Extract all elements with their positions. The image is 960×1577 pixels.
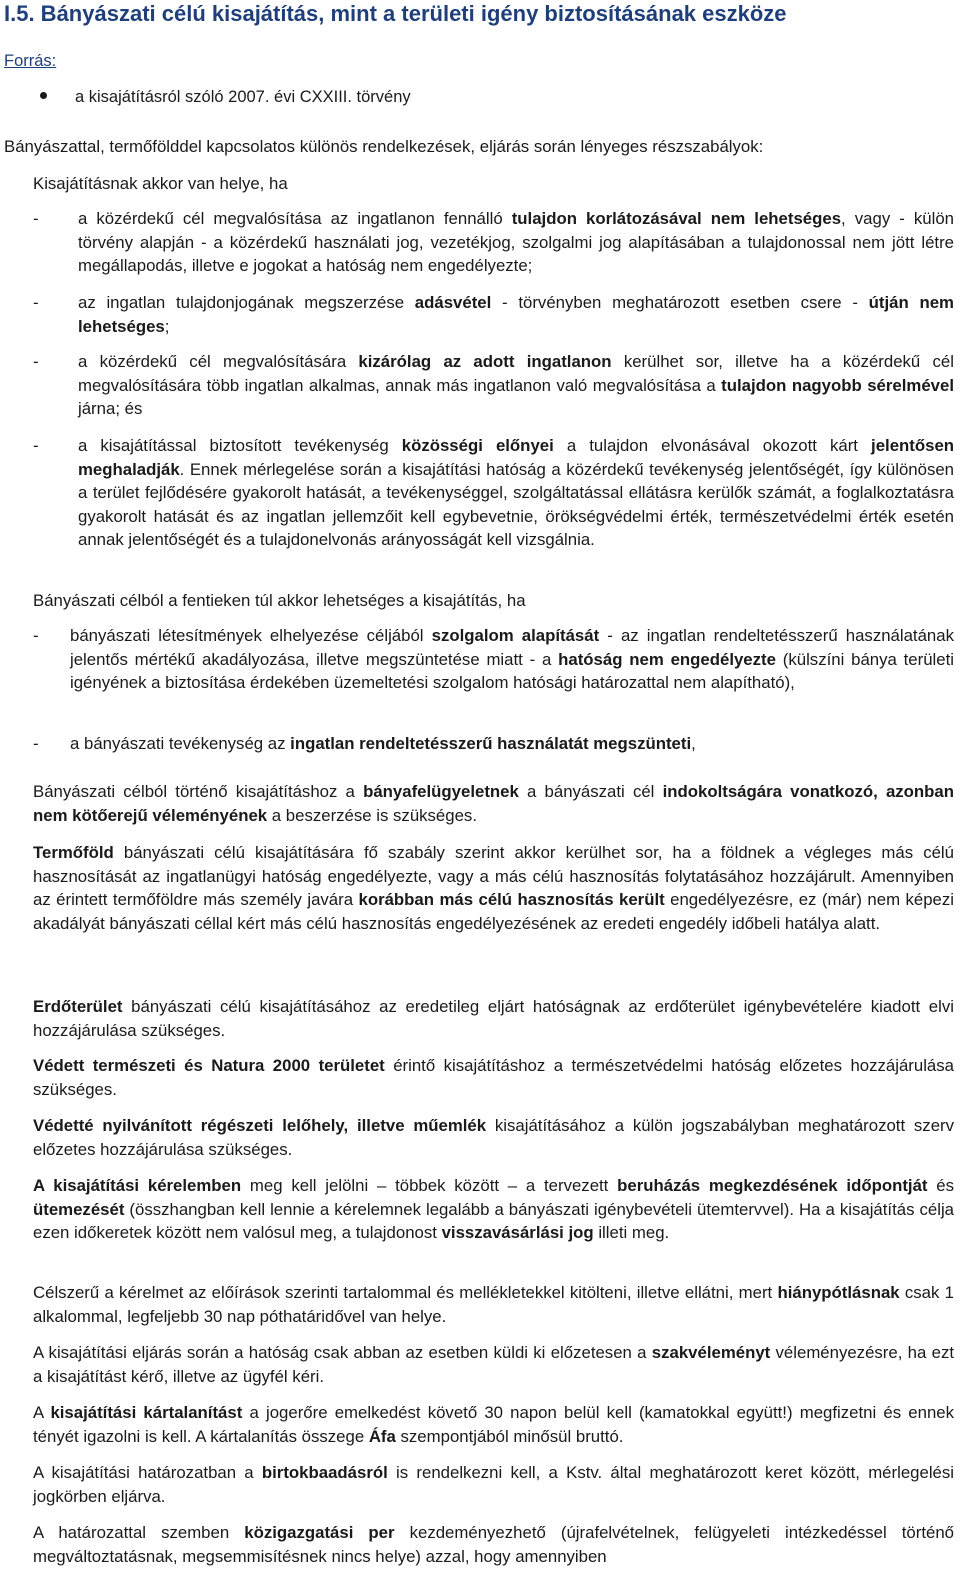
dash-marker: - xyxy=(33,734,39,753)
paragraph-protected-area: Védett természeti és Natura 2000 területet érintő kisajátításhoz a természetvédelmi hatóság előzetes hozzájárulása szükséges. xyxy=(33,1056,954,1099)
conditions-intro: Kisajátításnak akkor van helye, ha xyxy=(33,174,288,193)
section-title: I.5. Bányászati célú kisajátítás, mint a területi igény biztosításának eszköze xyxy=(4,1,787,26)
dash-marker: - xyxy=(33,626,39,645)
source-label: Forrás: xyxy=(4,52,57,70)
paragraph-compensation: A kisajátítási kártalanítást a jogerőre emelkedést követő 30 napon belül kell (kamatokkal együtt!) megfizetni és ennek tényét igazolni is kell. A kártalanítás összege Áfa szempontjából minősül bruttó. xyxy=(33,1403,954,1446)
paragraph-lawsuit: A határozattal szemben közigazgatási per kezdeményezhető (újrafelvételnek, felügyeleti intézkedéssel történő megváltoztatásnak, megsemmisítésnek nincs helye) azzal, hogy amennyiben xyxy=(33,1523,955,1566)
paragraph-forest: Erdőterület bányászati célú kisajátításához az eredetileg eljárt hatóságnak az erdőterület igénybevételére kiadott elvi hozzájárulása szükséges. xyxy=(33,997,954,1040)
bullet-dot-icon xyxy=(40,92,47,99)
condition-item-4: - a kisajátítással biztosított tevékenység közösségi előnyei a tulajdon elvonásával okozott kárt jelentősen meghaladják. Ennek mérlegelése során a kisajátítási hatóság a közérdekű tevékenység jelentőségét, így különösen a terület fejlődésére gyakorolt hatását, a tevékenységgel, szolgáltatással ellátásra kerülők számát, a foglalkoztatásra gyakorolt hatását és az ingatlan jellemzőit kell egybevetnie, örökségvédelmi érték, természetvédelmi érték esetén annak jelentőségét és a tulajdonelvonás arányosságát kell vizsgálnia. xyxy=(33,436,955,550)
paragraph-heritage: Védetté nyilvánított régészeti lelőhely, illetve műemlék kisajátításához a külön jogszabályban meghatározott szerv előzetes hozzájárulása szükséges. xyxy=(33,1116,955,1159)
intro-paragraph: Bányászattal, termőfölddel kapcsolatos különös rendelkezések, eljárás során lényeges részszabályok: xyxy=(4,137,764,156)
source-bullet xyxy=(40,88,940,107)
condition-item-1: - a közérdekű cél megvalósítása az ingatlanon fennálló tulajdon korlátozásával nem lehetséges, vagy - külön törvény alapján - a közérdekű használati jog, vezetékjog, szolgalmi jog alapításában a tulajdonossal nem jött létre megállapodás, illetve e jogokat a hatóság nem engedélyezte; xyxy=(33,209,955,276)
dash-marker: - xyxy=(33,352,39,371)
mining-intro: Bányászati célból a fentieken túl akkor lehetséges a kisajátítás, ha xyxy=(33,591,526,610)
mining-item-1: - bányászati létesítmények elhelyezése céljából szolgalom alapítását - az ingatlan rendeltetésszerű használatának jelentős mértékű akadályozása, illetve megszüntetése miatt - a hatóság nem engedélyezte (külszíni bánya területi igényének a biztosítása érdekében üzemeltetési szolgalom hatósági határozattal nem alapítható), xyxy=(33,626,954,693)
paragraph-expert-opinion: A kisajátítási eljárás során a hatóság csak abban az esetben küldi ki előzetesen a szakvéleményt véleményezésre, ha ezt a kisajátítást kérő, illetve az ügyfél kéri. xyxy=(33,1343,954,1386)
paragraph-arable-land: Termőföld bányászati célú kisajátítására fő szabály szerint akkor kerülhet sor, ha a földnek a végleges más célú hasznosítását az ingatlanügyi hatóság engedélyezte, vagy a más célú hasznosítás folytatásához hozzájárult. Amennyiben az érintett termőföldre más személy javára korábban más célú hasznosítás került engedélyezésre, ez (már) nem képezi akadályát bányászati céllal kért más célú hasznosítás engedélyezésének az eredeti engedély időbeli hatálya alatt. xyxy=(33,843,954,933)
source-item-text: a kisajátításról szóló 2007. évi CXXIII. törvény xyxy=(75,88,411,106)
dash-marker: - xyxy=(33,209,39,228)
paragraph-application: A kisajátítási kérelemben meg kell jelölni – többek között – a tervezett beruházás megkezdésének időpontját és ütemezését (összhangban kell lennie a kérelemnek legalább a bányászati igénybevételi ütemtervvel). Ha a kisajátítás célja ezen időkeretek között nem valósul meg, a tulajdonost visszavásárlási jog illeti meg. xyxy=(33,1176,954,1243)
paragraph-possession: A kisajátítási határozatban a birtokbaadásról is rendelkezni kell, a Kstv. által meghatározott keret között, mérlegelési jogkörben eljárva. xyxy=(33,1463,955,1506)
mining-item-2: - a bányászati tevékenység az ingatlan rendeltetésszerű használatát megszünteti, xyxy=(33,732,954,756)
paragraph-mining-authority: Bányászati célból történő kisajátításhoz a bányafelügyeletnek a bányászati cél indokoltságára vonatkozó, azonban nem kötőerejű véleményének a beszerzése is szükséges. xyxy=(33,782,954,825)
condition-item-3: - a közérdekű cél megvalósítására kizárólag az adott ingatlanon kerülhet sor, illetve ha a közérdekű cél megvalósítására több ingatlan alkalmas, annak más ingatlanon való megvalósítása a tulajdon nagyobb sérelmével járna; és xyxy=(33,352,954,419)
dash-marker: - xyxy=(33,436,39,455)
condition-item-2: - az ingatlan tulajdonjogának megszerzése adásvétel - törvényben meghatározott esetben csere - útján nem lehetséges; xyxy=(33,293,954,336)
paragraph-deficiency: Célszerű a kérelmet az előírások szerinti tartalommal és mellékletekkel kitölteni, illetve ellátni, mert hiánypótlásnak csak 1 alkalommal, legfeljebb 30 nap póthatáridővel van helye. xyxy=(33,1283,954,1326)
dash-marker: - xyxy=(33,293,39,312)
